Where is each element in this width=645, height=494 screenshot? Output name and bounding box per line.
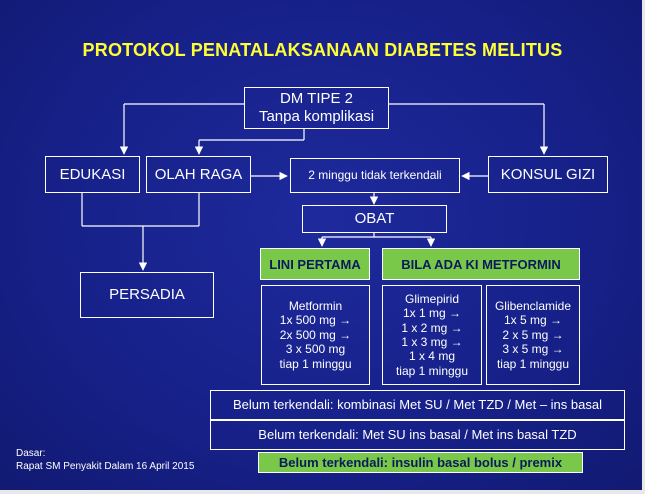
konsul-gizi-box (488, 156, 608, 193)
dm-tipe2-line2: Tanpa komplikasi (258, 108, 375, 125)
lini-pertama-box (260, 248, 370, 280)
konsul-gizi-label: KONSUL GIZI (500, 165, 596, 183)
page-title: PROTOKOL PENATALAKSANAAN DIABETES MELITUS (82, 40, 563, 60)
olah-raga-label: OLAH RAGA (154, 165, 243, 183)
dasar-label: Dasar: (16, 448, 46, 459)
tidak-terkendali-box (290, 158, 460, 193)
edukasi-box (45, 156, 140, 193)
persadia-label: PERSADIA (109, 286, 185, 303)
metformin-text: Metformin 1x 500 mg → 2x 500 mg → 3 x 500 mg tiap 1 minggu (279, 299, 352, 371)
obat-box (302, 205, 447, 233)
edukasi-label: EDUKASI (59, 165, 126, 183)
lini-pertama-label: LINI PERTAMA (269, 256, 361, 272)
glimepirid-text: Glimepirid 1x 1 mg → 1 x 2 mg → 1 x 3 mg → 1 x 4 mg tiap 1 minggu (395, 291, 469, 378)
footer-dasar (16, 447, 194, 473)
metformin-box (261, 285, 370, 385)
glimepirid-box (382, 285, 482, 385)
belum-terkendali-1-text: Belum terkendali: kombinasi Met SU / Met TZD / Met – ins basal (233, 397, 602, 413)
persadia-box (80, 272, 214, 318)
bila-ada-ki-label: BILA ADA KI METFORMIN (401, 256, 561, 272)
glibenclamide-box (486, 285, 580, 385)
dasar-text: Rapat SM Penyakit Dalam 16 April 2015 (16, 461, 195, 472)
olah-raga-box (146, 156, 251, 193)
belum-terkendali-2-text: Belum terkendali: Met SU ins basal / Met ins basal TZD (258, 427, 577, 443)
belum-terkendali-2-box (210, 420, 625, 450)
tidak-terkendali-label: 2 minggu tidak terkendali (308, 168, 442, 183)
glibenclamide-text: Glibenclamide 1x 5 mg → 2 x 5 mg → 3 x 5 mg → tiap 1 minggu (494, 299, 572, 371)
belum-terkendali-3-box (258, 452, 583, 473)
dm-tipe2-box (244, 87, 389, 129)
bila-ada-ki-box (382, 248, 580, 280)
belum-terkendali-1-box (210, 390, 625, 420)
belum-terkendali-3-text: Belum terkendali: insulin basal bolus / premix (278, 455, 563, 470)
obat-label: OBAT (354, 210, 395, 227)
dm-tipe2-line1: DM TIPE 2 (279, 90, 354, 107)
